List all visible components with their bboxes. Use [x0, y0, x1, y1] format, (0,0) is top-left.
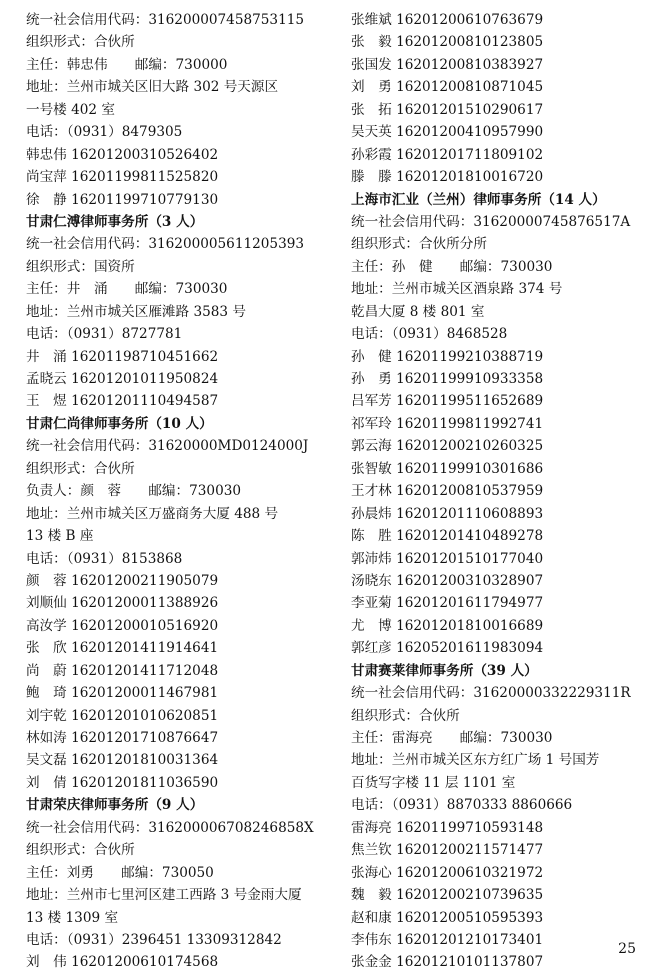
- text-line: 主任：刘勇 邮编：730050: [26, 864, 214, 881]
- text-line: 主任：井 涌 邮编：730030: [26, 281, 228, 298]
- text-line: 林如涛 16201201710876647: [26, 730, 219, 746]
- text-line: 李亚菊 16201201611794977: [351, 595, 544, 612]
- text-line: 统一社会信用代码：31620000332229311R: [351, 685, 631, 702]
- text-line: 郭云海 16201200210260325: [351, 438, 544, 455]
- text-line: 鲍 琦 16201200011467981: [26, 685, 219, 702]
- text-line: 孙 勇 16201199910933358: [351, 371, 544, 387]
- text-line: 尚 蔚 16201201411712048: [26, 662, 219, 679]
- text-line: 乾昌大厦 8 楼 801 室: [351, 303, 485, 320]
- text-line: 统一社会信用代码：31620000MD0124000J: [26, 438, 309, 455]
- text-line: 雷海亮 16201199710593148: [351, 819, 544, 836]
- firm-heading: 上海市汇业（兰州）律师事务所（14 人）: [351, 191, 606, 208]
- left-column: [26, 9, 344, 974]
- text-line: 张智敏 16201199910301686: [351, 460, 544, 477]
- text-line: 刘 伟 16201200610174568: [26, 954, 219, 971]
- text-line: 主任：孙 健 邮编：730030: [351, 258, 553, 275]
- text-line: 电话：（0931）8479305: [26, 124, 183, 141]
- text-line: 焦兰钦 16201200211571477: [351, 842, 544, 859]
- text-line: 徐 静 16201199710779130: [26, 191, 219, 208]
- text-line: 孟晓云 16201201011950824: [26, 371, 219, 387]
- text-line: 电话：（0931）2396451 13309312842: [26, 931, 282, 948]
- text-line: 13 楼 1309 室: [26, 909, 119, 926]
- text-line: 张维斌 16201200610763679: [351, 12, 544, 28]
- text-line: 地址：兰州市城关区酒泉路 374 号: [351, 281, 563, 298]
- text-line: 刘 勇 16201200810871045: [351, 79, 544, 96]
- text-line: 魏 毅 16201200210739635: [351, 887, 544, 904]
- text-line: 吕军芳 16201199511652689: [351, 393, 544, 410]
- text-line: 张 毅 16201200810123805: [351, 34, 544, 51]
- text-line: 一号楼 402 室: [26, 101, 115, 118]
- text-line: 组织形式：国资所: [26, 258, 135, 275]
- text-line: 统一社会信用代码：316200006708246858X: [26, 819, 314, 836]
- text-line: 张海心 16201200610321972: [351, 864, 544, 881]
- text-line: 统一社会信用代码：31620000745876517A: [351, 213, 631, 230]
- text-line: 刘顺仙 16201200011388926: [26, 595, 219, 612]
- text-line: 刘 倩 16201201811036590: [26, 774, 219, 791]
- right-column: [351, 9, 651, 974]
- text-line: 组织形式：合伙所: [351, 707, 460, 724]
- text-line: 张 拓 16201201510290617: [351, 101, 544, 118]
- text-line: 负责人：颜 蓉 邮编：730030: [26, 483, 242, 500]
- text-line: 尚宝萍 16201199811525820: [26, 169, 219, 186]
- text-line: 尤 博 16201201810016689: [351, 617, 544, 634]
- text-line: 高汝学 16201200010516920: [26, 617, 219, 634]
- text-line: 吴天英 16201200410957990: [351, 124, 544, 141]
- text-line: 祁军玲 16201199811992741: [351, 415, 544, 432]
- text-line: 主任：雷海亮 邮编：730030: [351, 730, 553, 746]
- text-line: 张国发 16201200810383927: [351, 56, 544, 73]
- text-line: 孙 健 16201199210388719: [351, 348, 544, 365]
- text-line: 赵和康 16201200510595393: [351, 909, 544, 926]
- text-line: 电话：（0931）8727781: [26, 326, 183, 343]
- text-line: 孙彩霞 16201201711809102: [351, 146, 544, 163]
- text-line: 地址：兰州市城关区旧大路 302 号天源区: [26, 79, 279, 96]
- text-line: 陈 胜 16201201410489278: [351, 528, 544, 545]
- text-line: 地址：兰州市城关区雁滩路 3583 号: [26, 303, 246, 320]
- text-line: 组织形式：合伙所: [26, 34, 135, 51]
- text-line: 王才林 16201200810537959: [351, 483, 544, 500]
- text-line: 井 涌 16201198710451662: [26, 348, 219, 365]
- text-line: 组织形式：合伙所: [26, 842, 135, 859]
- text-line: 主任：韩忠伟 邮编：730000: [26, 56, 228, 73]
- text-line: 滕 滕 16201201810016720: [351, 169, 544, 186]
- firm-heading: 甘肃仁溥律师事务所（3 人）: [26, 213, 204, 230]
- text-line: 地址：兰州市七里河区建工西路 3 号金雨大厦: [26, 887, 302, 904]
- text-line: 百货写字楼 11 层 1101 室: [351, 774, 516, 791]
- text-line: 张金金 16201210101137807: [351, 954, 544, 971]
- text-line: 孙晨炜 16201201110608893: [351, 505, 544, 522]
- text-line: 汤晓东 16201200310328907: [351, 572, 544, 589]
- text-line: 地址：兰州市城关区东方红广场 1 号国芳: [351, 752, 600, 769]
- text-line: 张 欣 16201201411914641: [26, 640, 219, 657]
- text-line: 电话：（0931）8153868: [26, 550, 183, 567]
- text-line: 郭沛炜 16201201510177040: [351, 550, 544, 567]
- page-number: 25: [618, 941, 636, 957]
- text-line: 刘宇乾 16201201010620851: [26, 707, 219, 724]
- text-line: 统一社会信用代码：316200007458753115: [26, 12, 305, 28]
- text-line: 颜 蓉 16201200211905079: [26, 572, 219, 589]
- text-line: 组织形式：合伙所: [26, 460, 135, 477]
- firm-heading: 甘肃仁尚律师事务所（10 人）: [26, 415, 213, 432]
- text-line: 电话：（0931）8468528: [351, 326, 508, 343]
- firm-heading: 甘肃荣庆律师事务所（9 人）: [26, 797, 204, 814]
- text-line: 吴文磊 16201201810031364: [26, 752, 219, 769]
- firm-heading: 甘肃赛莱律师事务所（39 人）: [351, 662, 538, 679]
- text-line: 电话：（0931）8870333 8860666: [351, 797, 573, 814]
- text-line: 王 煜 16201201110494587: [26, 393, 219, 410]
- text-line: 组织形式：合伙所分所: [351, 236, 487, 253]
- text-line: 李伟东 16201201210173401: [351, 931, 544, 948]
- text-line: 地址：兰州市城关区万盛商务大厦 488 号: [26, 505, 279, 522]
- text-line: 郭红彦 16205201611983094: [351, 640, 544, 657]
- text-line: 韩忠伟 16201200310526402: [26, 146, 219, 163]
- text-line: 统一社会信用代码：316200005611205393: [26, 236, 305, 253]
- text-line: 13 楼 B 座: [26, 528, 94, 545]
